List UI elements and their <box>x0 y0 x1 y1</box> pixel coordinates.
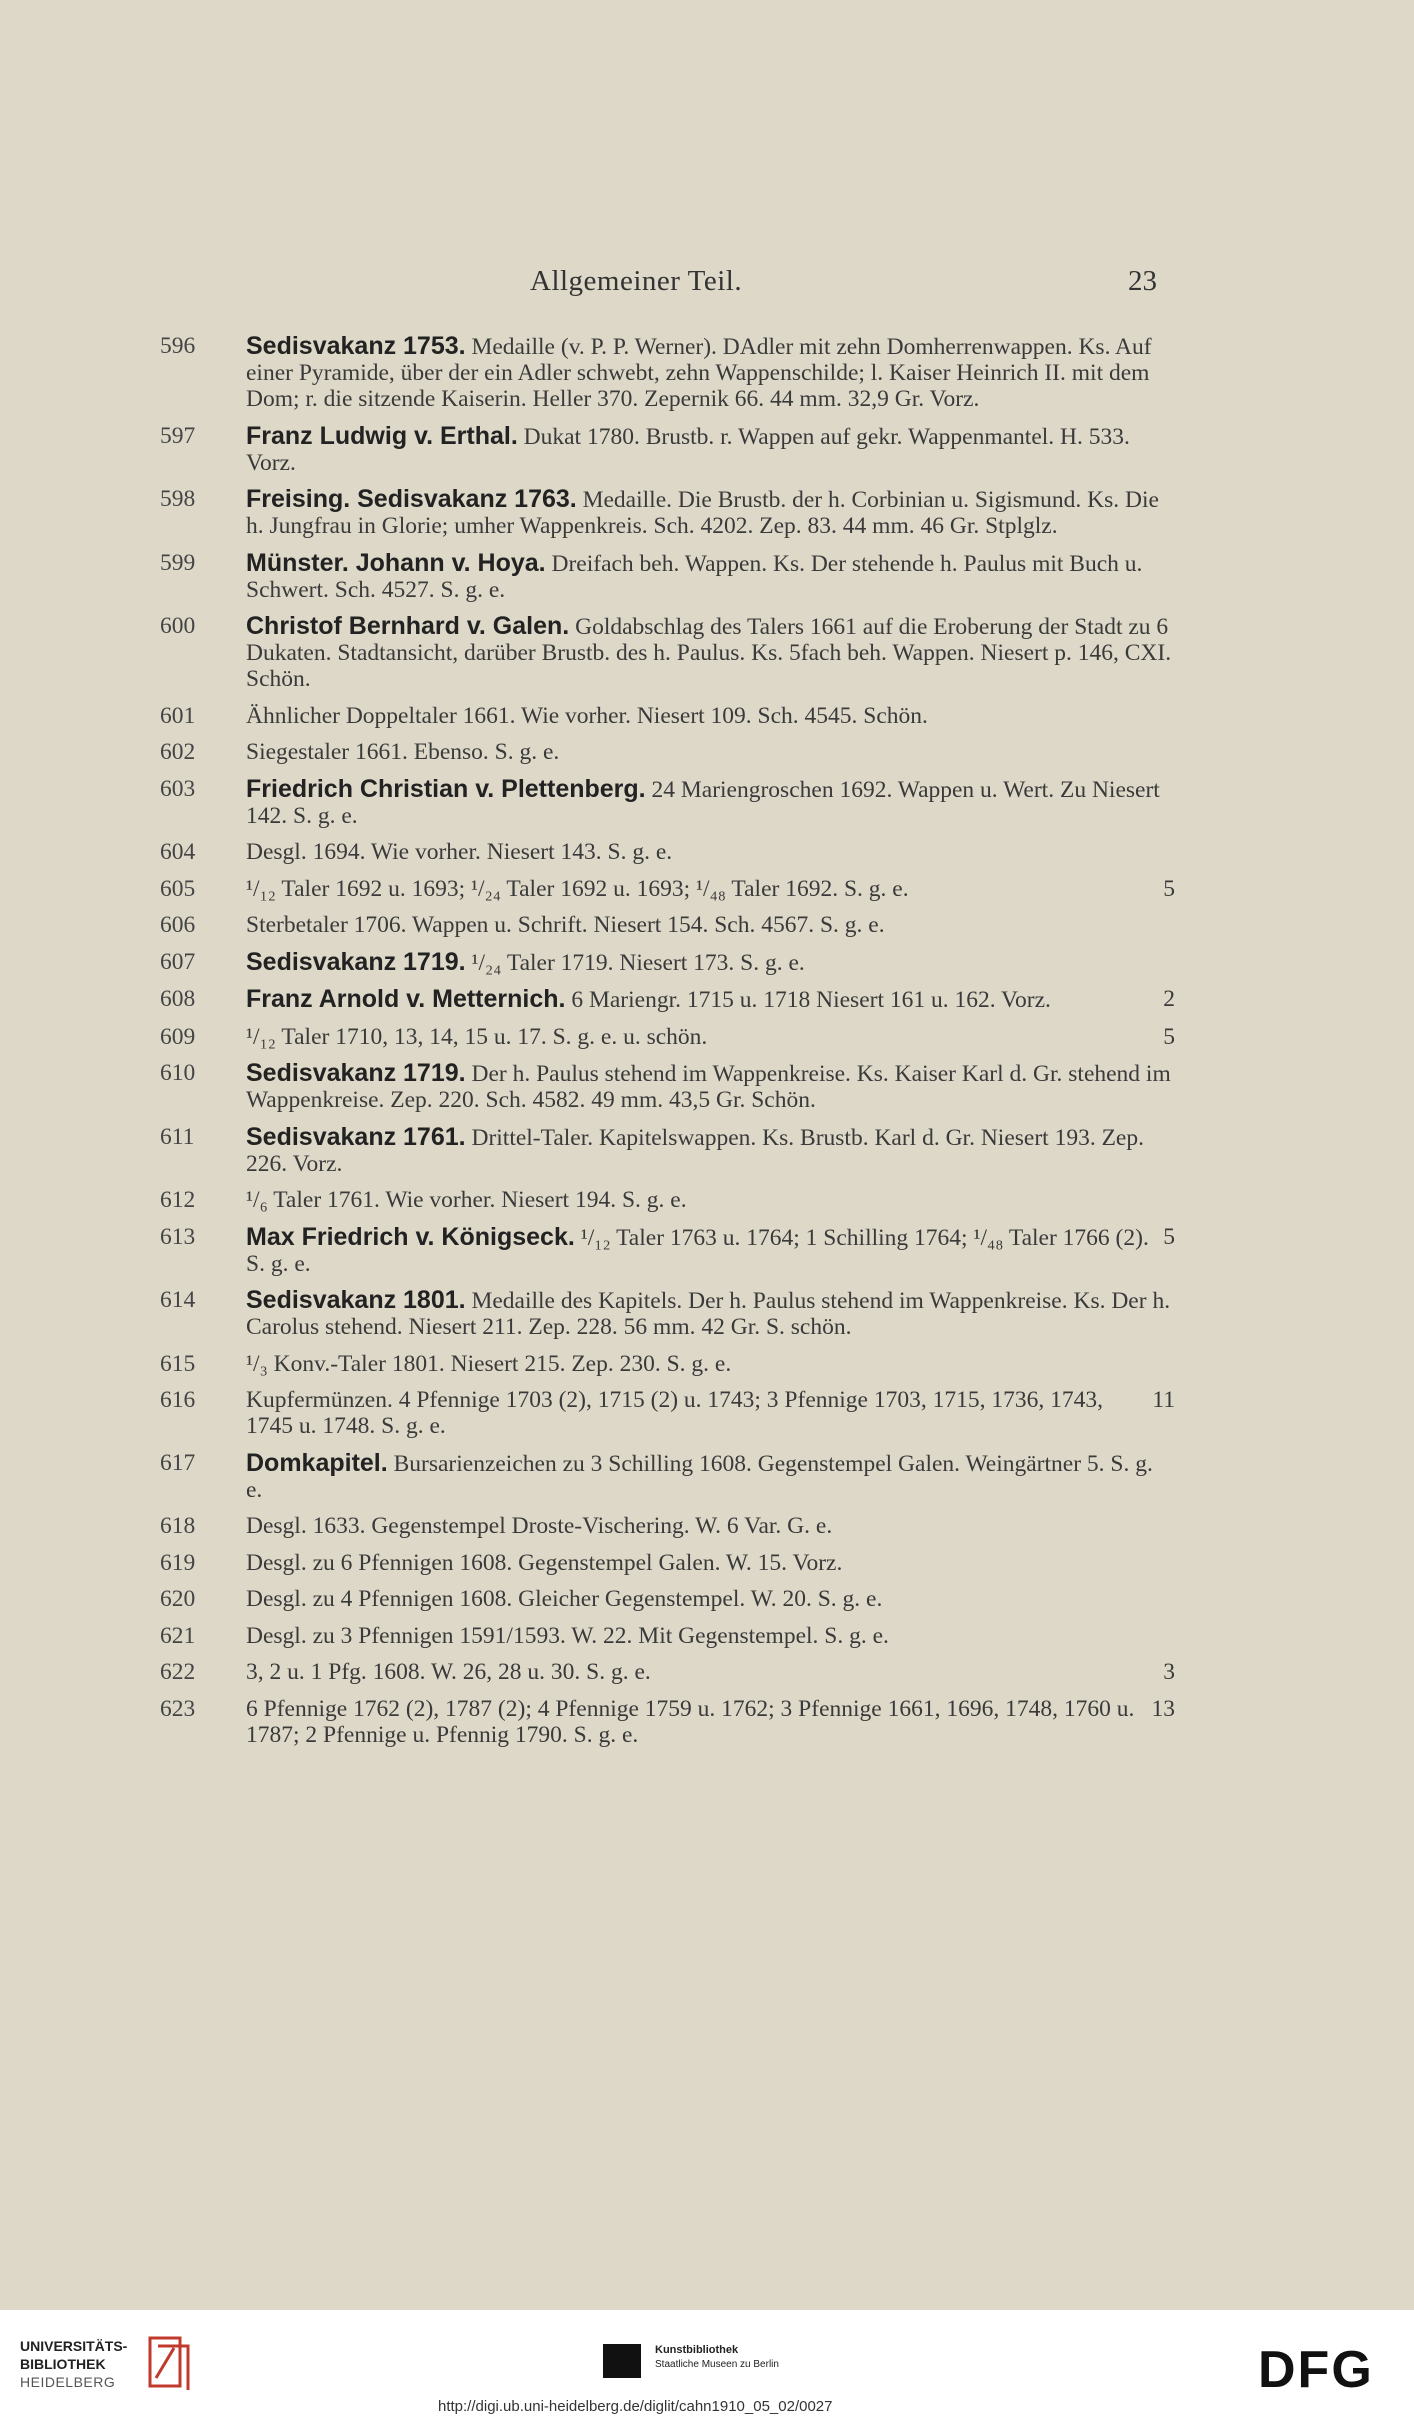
entry-text: ¹/₃ Konv.-Taler 1801. Niesert 215. Zep. 230. S. g. e. <box>246 1350 732 1377</box>
catalog-entry <box>160 776 1175 829</box>
entry-number: 597 <box>160 422 196 449</box>
entry-number: 608 <box>160 986 196 1012</box>
entry-count: 3 <box>1163 1659 1175 1685</box>
catalog-entry <box>160 703 1175 729</box>
entry-heading: Domkapitel. <box>246 1448 388 1477</box>
entry-number: 602 <box>160 739 196 765</box>
kunstbibliothek-label <box>655 2343 779 2372</box>
entry-text: Medaille des Kapitels. Der h. Paulus stehend im Wappenkreise. Ks. Der h. Carolus stehend. Niesert 211. Zep. 228. 56 mm. 42 Gr. S. schön. <box>246 1288 1171 1340</box>
entry-text: Medaille. Die Brustb. der h. Corbinian u. Sigismund. Ks. Die h. Jungfrau in Glorie; umher Wappenkreis. Sch. 4202. Zep. 83. 44 mm. 46 Gr. Stplglz. <box>246 487 1159 539</box>
entry-text: Desgl. zu 4 Pfennigen 1608. Gleicher Gegenstempel. W. 20. S. g. e. <box>246 1586 883 1612</box>
catalog-entry <box>160 949 1175 976</box>
entry-heading: Sedisvakanz 1753. <box>246 332 466 360</box>
catalog-entry <box>160 1351 1175 1377</box>
entry-heading: Münster. Johann v. Hoya. <box>246 548 546 577</box>
university-logo-icon <box>144 2334 194 2392</box>
catalog-entry <box>160 613 1175 692</box>
entry-text: 3, 2 u. 1 Pfg. 1608. W. 26, 28 u. 30. S. g. e. <box>246 1659 651 1685</box>
entry-count: 13 <box>1151 1695 1175 1722</box>
entry-heading: Franz Arnold v. Metternich. <box>246 985 566 1013</box>
catalog-entry <box>160 1024 1175 1050</box>
catalog-entry <box>160 1287 1175 1340</box>
entry-number: 611 <box>160 1123 195 1150</box>
catalog-entry <box>160 912 1175 938</box>
entry-text: ¹/₁₂ Taler 1692 u. 1693; ¹/₂₄ Taler 1692 u. 1693; ¹/₄₈ Taler 1692. S. g. e. <box>246 875 909 902</box>
kunstbibliothek-logo-icon <box>603 2344 641 2378</box>
entry-heading: Max Friedrich v. Königseck. <box>246 1222 575 1251</box>
uni-line-3: HEIDELBERG <box>20 2374 116 2390</box>
catalog-entry <box>160 486 1175 539</box>
catalog-entries <box>160 333 1175 1758</box>
entry-number: 621 <box>160 1622 196 1649</box>
entry-text: Desgl. 1633. Gegenstempel Droste-Vischering. W. 6 Var. G. e. <box>246 1513 833 1539</box>
entry-text: Desgl. zu 3 Pfennigen 1591/1593. W. 22. Mit Gegenstempel. S. g. e. <box>246 1622 889 1649</box>
entry-text: Desgl. zu 6 Pfennigen 1608. Gegenstempel Galen. W. 15. Vorz. <box>246 1549 843 1576</box>
entry-number: 617 <box>160 1449 196 1476</box>
entry-text: 6 Pfennige 1762 (2), 1787 (2); 4 Pfennige 1759 u. 1762; 3 Pfennige 1661, 1696, 1748, 1760 u. 1787; 2 Pfennige u. Pfennig 1790. S. g. e. <box>246 1695 1135 1748</box>
entry-text: Drittel-Taler. Kapitelswappen. Ks. Brustb. Karl d. Gr. Niesert 193. Zep. 226. Vorz. <box>246 1124 1144 1177</box>
entry-number: 613 <box>160 1223 196 1250</box>
entry-number: 596 <box>160 333 196 359</box>
catalog-entry <box>160 1513 1175 1539</box>
kb-subtitle: Staatliche Museen zu Berlin <box>655 2359 779 2370</box>
entry-number: 612 <box>160 1187 196 1213</box>
catalog-entry <box>160 333 1175 412</box>
entry-number: 619 <box>160 1549 196 1576</box>
entry-text: ¹/₁₂ Taler 1763 u. 1764; 1 Schilling 1764; ¹/₄₈ Taler 1766 (2). S. g. e. <box>246 1224 1149 1277</box>
entry-text: ¹/₂₄ Taler 1719. Niesert 173. S. g. e. <box>465 949 805 976</box>
catalog-entry <box>160 1586 1175 1612</box>
catalog-entry <box>160 550 1175 603</box>
uni-line-1: UNIVERSITÄTS- <box>20 2338 128 2354</box>
entry-count: 11 <box>1152 1387 1175 1413</box>
entry-text: Der h. Paulus stehend im Wappenkreise. Ks. Kaiser Karl d. Gr. stehend im Wappenkreise. Zep. 220. Sch. 4582. 49 mm. 43,5 Gr. Schön. <box>246 1061 1171 1113</box>
catalog-entry <box>160 739 1175 765</box>
page-number: 23 <box>1128 265 1157 297</box>
entry-number: 600 <box>160 613 196 639</box>
catalog-entry <box>160 1623 1175 1649</box>
catalog-entry <box>160 1187 1175 1213</box>
entry-text: Dukat 1780. Brustb. r. Wappen auf gekr. Wappenmantel. H. 533. Vorz. <box>246 423 1130 476</box>
entry-number: 607 <box>160 948 196 975</box>
entry-text: Sterbetaler 1706. Wappen u. Schrift. Niesert 154. Sch. 4567. S. g. e. <box>246 912 885 938</box>
catalog-entry <box>160 1124 1175 1177</box>
uni-line-2: BIBLIOTHEK <box>20 2356 106 2372</box>
entry-number: 615 <box>160 1350 196 1377</box>
entry-heading: Christof Bernhard v. Galen. <box>246 612 570 640</box>
entry-number: 605 <box>160 875 196 902</box>
catalog-entry <box>160 1224 1175 1277</box>
catalog-entry <box>160 839 1175 865</box>
entry-count: 5 <box>1163 875 1175 902</box>
entry-number: 601 <box>160 702 196 729</box>
catalog-entry <box>160 1550 1175 1576</box>
entry-text: Bursarienzeichen zu 3 Schilling 1608. Gegenstempel Galen. Weingärtner 5. S. g. e. <box>246 1450 1153 1503</box>
footer-bar <box>0 2310 1414 2419</box>
catalog-entry <box>160 876 1175 902</box>
dfg-logo: DFG <box>1258 2341 1374 2399</box>
entry-count: 2 <box>1163 986 1175 1012</box>
entry-text: ¹/₆ Taler 1761. Wie vorher. Niesert 194. S. g. e. <box>246 1187 687 1213</box>
entry-text: Desgl. 1694. Wie vorher. Niesert 143. S. g. e. <box>246 839 673 865</box>
entry-heading: Freising. Sedisvakanz 1763. <box>246 485 577 513</box>
entry-number: 622 <box>160 1659 196 1685</box>
catalog-entry <box>160 1450 1175 1503</box>
entry-number: 610 <box>160 1060 196 1086</box>
entry-text: Siegestaler 1661. Ebenso. S. g. e. <box>246 739 560 765</box>
catalog-entry <box>160 986 1175 1013</box>
entry-number: 599 <box>160 549 196 576</box>
entry-number: 606 <box>160 912 196 938</box>
entry-text: 6 Mariengr. 1715 u. 1718 Niesert 161 u. 162. Vorz. <box>565 987 1051 1013</box>
kb-title: Kunstbibliothek <box>655 2344 739 2356</box>
catalog-entry <box>160 1387 1175 1439</box>
entry-text: Dreifach beh. Wappen. Ks. Der stehende h. Paulus mit Buch u. Schwert. Sch. 4527. S. g. e. <box>246 550 1143 603</box>
entry-text: 24 Mariengroschen 1692. Wappen u. Wert. Zu Niesert 142. S. g. e. <box>246 776 1160 829</box>
entry-number: 604 <box>160 839 196 865</box>
entry-count: 5 <box>1163 1223 1175 1250</box>
entry-heading: Sedisvakanz 1719. <box>246 1059 466 1087</box>
entry-count: 5 <box>1163 1023 1175 1050</box>
entry-heading: Sedisvakanz 1801. <box>246 1286 466 1314</box>
running-header: Allgemeiner Teil. <box>530 265 743 297</box>
source-url[interactable]: http://digi.ub.uni-heidelberg.de/diglit/cahn1910_05_02/0027 <box>438 2398 833 2415</box>
entry-heading: Sedisvakanz 1719. <box>246 947 466 976</box>
entry-text: Medaille (v. P. P. Werner). DAdler mit zehn Domherrenwappen. Ks. Auf einer Pyramide, über der ein Adler schwebt, zehn Wappenschilde; l. Kaiser Heinrich II. mit dem Dom; r. die sitzende Kaiserin. Heller 370. Zepernik 66. 44 mm. 32,9 Gr. Vorz. <box>246 334 1152 412</box>
university-library-name <box>20 2337 127 2391</box>
entry-heading: Franz Ludwig v. Erthal. <box>246 421 518 450</box>
entry-text: Kupfermünzen. 4 Pfennige 1703 (2), 1715 (2) u. 1743; 3 Pfennige 1703, 1715, 1736, 1743, 1745 u. 1748. S. g. e. <box>246 1387 1103 1439</box>
catalog-entry <box>160 1060 1175 1113</box>
catalog-entry <box>160 1696 1175 1748</box>
entry-heading: Sedisvakanz 1761. <box>246 1122 466 1151</box>
entry-number: 603 <box>160 775 196 802</box>
entry-number: 614 <box>160 1287 196 1313</box>
entry-number: 609 <box>160 1023 196 1050</box>
entry-number: 616 <box>160 1387 196 1413</box>
catalog-entry <box>160 1659 1175 1685</box>
entry-number: 620 <box>160 1586 196 1612</box>
entry-text: ¹/₁₂ Taler 1710, 13, 14, 15 u. 17. S. g. e. u. schön. <box>246 1023 708 1050</box>
entry-number: 623 <box>160 1695 196 1722</box>
entry-text: Ähnlicher Doppeltaler 1661. Wie vorher. Niesert 109. Sch. 4545. Schön. <box>246 702 928 729</box>
entry-text: Goldabschlag des Talers 1661 auf die Eroberung der Stadt zu 6 Dukaten. Stadtansicht, darüber Brustb. des h. Paulus. Ks. 5fach beh. Wappen. Niesert p. 146, CXI. Schön. <box>246 614 1172 692</box>
entry-number: 618 <box>160 1513 196 1539</box>
catalog-entry <box>160 423 1175 476</box>
entry-heading: Friedrich Christian v. Plettenberg. <box>246 774 646 803</box>
entry-number: 598 <box>160 486 196 512</box>
